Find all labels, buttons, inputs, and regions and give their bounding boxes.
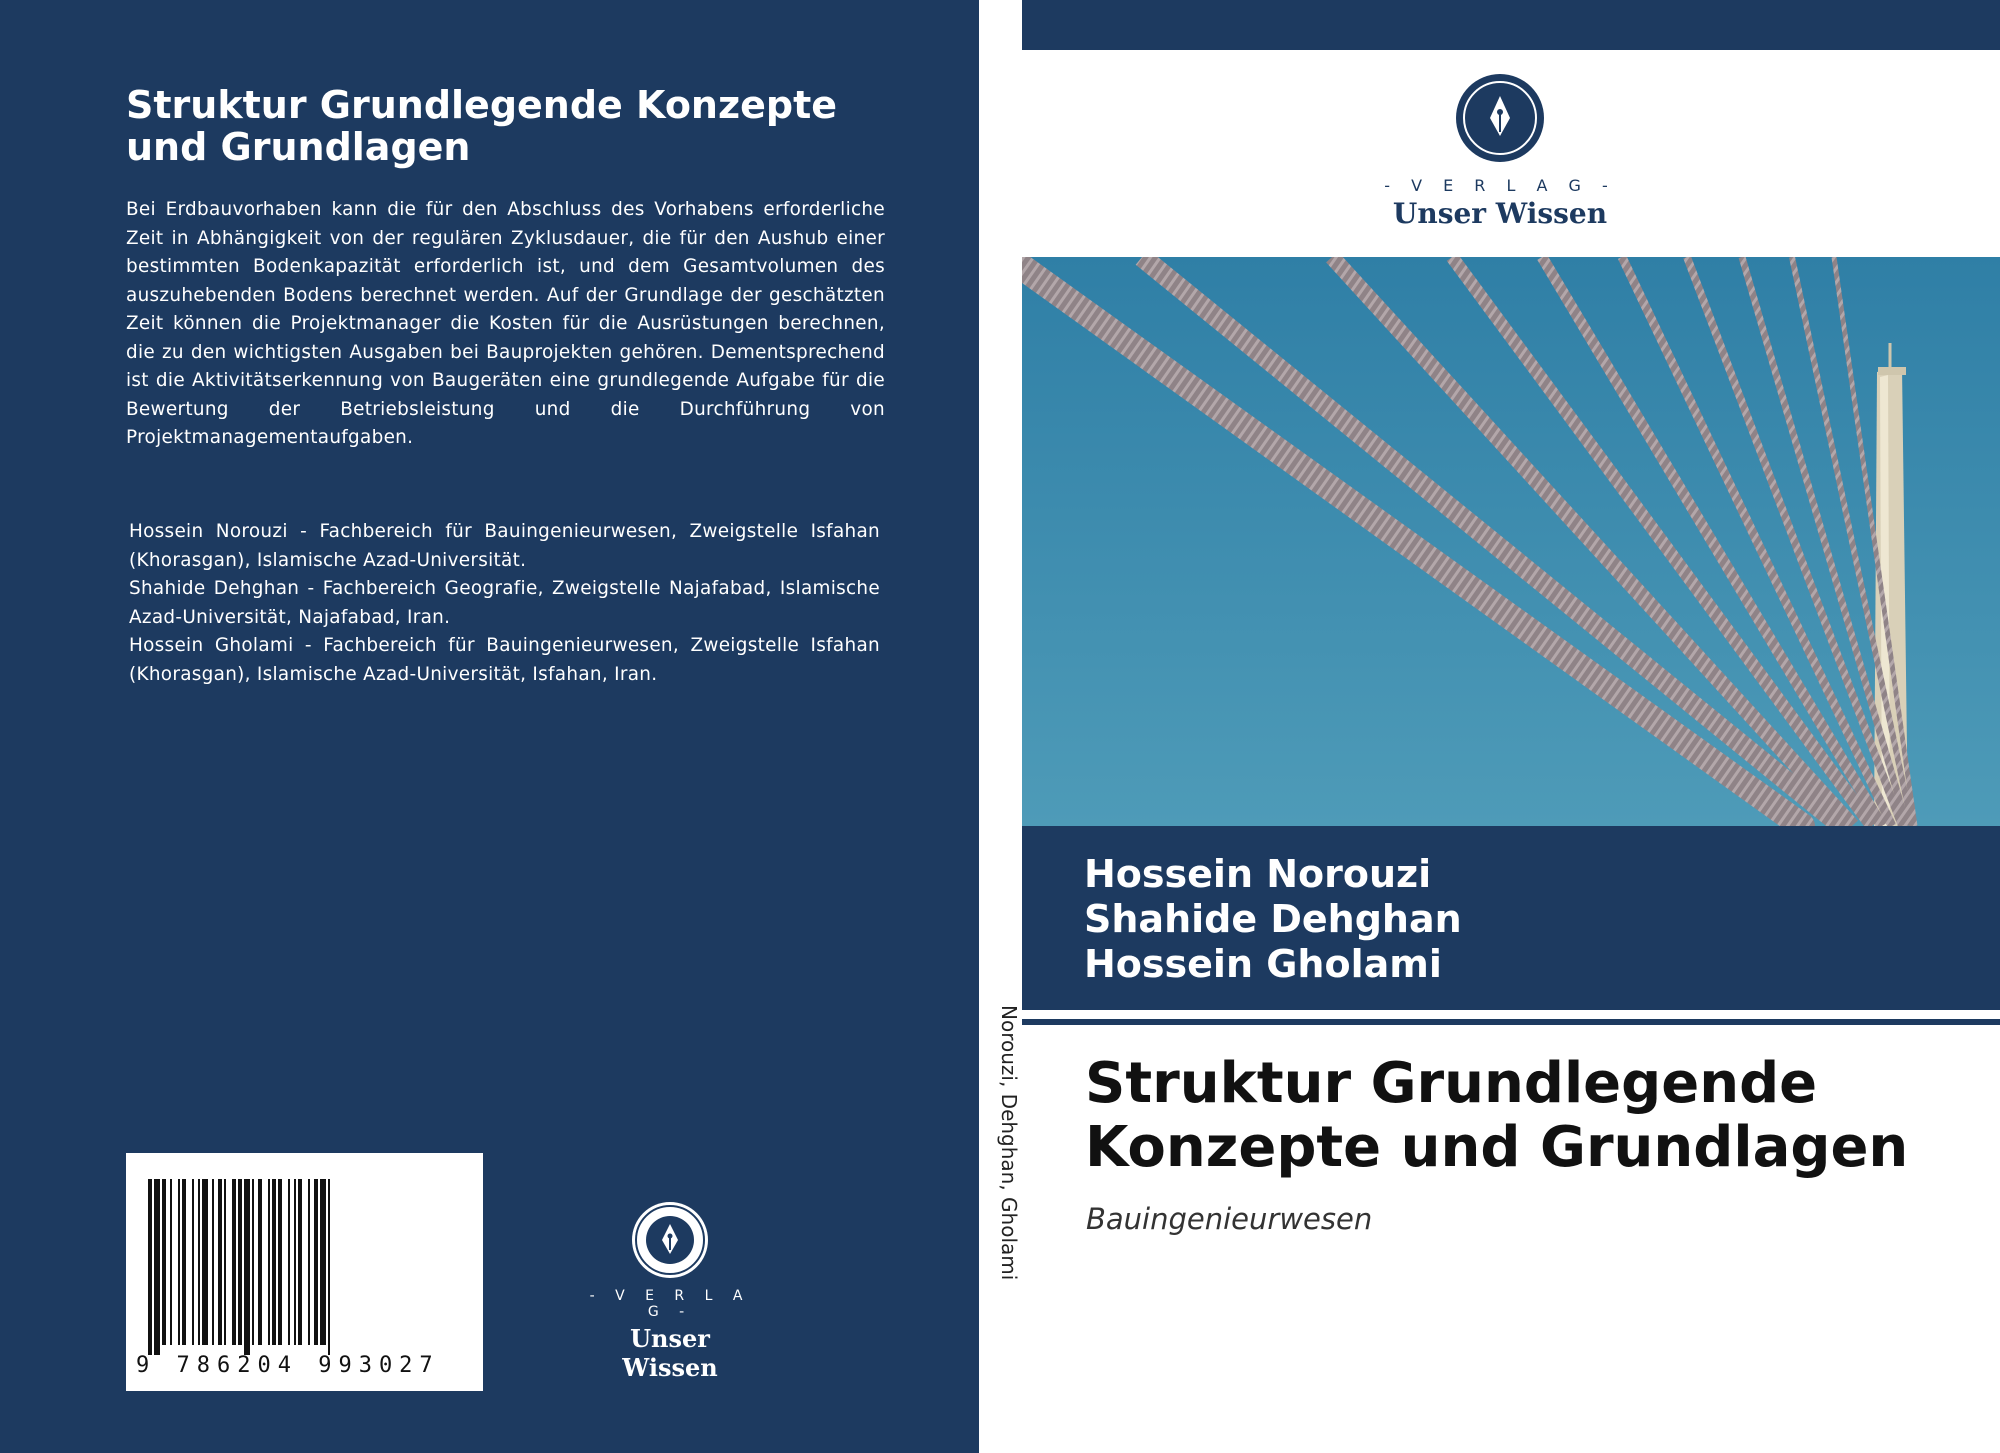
- barcode-bar: [218, 1179, 222, 1345]
- back-cover: [0, 0, 979, 1453]
- book-subtitle: Bauingenieurwesen: [1086, 1202, 1373, 1236]
- barcode-bar: [328, 1179, 330, 1355]
- barcode-bar: [272, 1179, 276, 1345]
- isbn-digits: 9 786204 993027: [136, 1353, 440, 1378]
- barcode-bar: [278, 1179, 282, 1345]
- author-name: Hossein Gholami: [1084, 942, 1442, 986]
- cover-photo-cable-bridge: [1022, 257, 2000, 826]
- barcode-bar: [314, 1179, 318, 1345]
- title-divider: [1022, 1019, 2000, 1025]
- publisher-logo-back: [580, 1200, 760, 1382]
- spine-authors: Norouzi, Dehghan, Gholami: [997, 1005, 1021, 1281]
- barcode-bar: [252, 1179, 254, 1345]
- pen-nib-icon: [1454, 72, 1546, 164]
- verlag-label: - V E R L A G -: [1384, 176, 1616, 195]
- author-bios: [129, 518, 880, 689]
- pen-nib-icon: [630, 1200, 710, 1280]
- author-bio: Hossein Norouzi - Fachbereich für Bauingenieurwesen, Zweigstelle Isfahan (Khorasgan), Islamische Azad-Universität.: [129, 521, 880, 571]
- barcode-bar: [308, 1179, 310, 1345]
- barcode-bar: [224, 1179, 226, 1345]
- back-cover-blurb: Bei Erdbauvorhaben kann die für den Abschluss des Vorhabens erforderliche Zeit in Abhängigkeit von der regulären Zyklusdauer, die für den Aushub einer bestimmten Bodenkapazität erforderlich ist, und dem Gesamtvolumen des auszuhebenden Bodens berechnet werden. Auf der Grundlage der geschätzten Zeit können die Projektmanager die Kosten für die Ausrüstungen berechnen, die zu den wichtigsten Ausgaben bei Bauprojekten gehören. Dementsprechend ist die Aktivitätserkennung von Baugeräten eine grundlegende Aufgabe für die Bewertung der Betriebsleistung und die Durchführung von Projektmanagementaufgaben.: [126, 199, 885, 448]
- barcode-bar: [182, 1179, 186, 1345]
- barcode-bar: [268, 1179, 270, 1345]
- barcode-bar: [178, 1179, 180, 1345]
- barcode-bar: [154, 1179, 160, 1355]
- barcode-bar: [232, 1179, 236, 1345]
- book-title: Struktur Grundlegende Konzepte und Grundlagen: [1085, 1051, 1909, 1180]
- isbn-barcode: [126, 1153, 483, 1391]
- verlag-label: - V E R L A G -: [589, 1288, 751, 1320]
- barcode-bar: [298, 1179, 302, 1345]
- barcode-bar: [288, 1179, 290, 1345]
- back-cover-title: Struktur Grundlegende Konzepte und Grundlagen: [126, 83, 838, 169]
- publisher-logo-front: [1380, 72, 1620, 230]
- author-bio: Shahide Dehghan - Fachbereich Geografie, Zweigstelle Najafabad, Islamische Azad-Universität, Najafabad, Iran.: [129, 578, 880, 628]
- author-bio: Hossein Gholami - Fachbereich für Bauingenieurwesen, Zweigstelle Isfahan (Khorasgan), Islamische Azad-Universität, Isfahan, Iran.: [129, 635, 880, 685]
- barcode-bar: [192, 1179, 194, 1345]
- barcode-bar: [320, 1179, 326, 1345]
- barcode-bar: [258, 1179, 262, 1345]
- barcode-bar: [202, 1179, 208, 1345]
- barcode-bar: [244, 1179, 250, 1355]
- barcode-bar: [162, 1179, 166, 1345]
- barcode-bar: [148, 1179, 152, 1355]
- author-band: [1022, 826, 2000, 1010]
- barcode-bar: [238, 1179, 242, 1345]
- barcode-bar: [294, 1179, 296, 1345]
- bridge-cables-image: [1022, 257, 2000, 826]
- author-name: Shahide Dehghan: [1084, 897, 1462, 941]
- front-top-bar: [1022, 0, 2000, 50]
- author-list: [1084, 852, 1462, 987]
- barcode-bar: [198, 1179, 200, 1345]
- barcode-bar: [212, 1179, 214, 1345]
- barcode-bar: [170, 1179, 172, 1345]
- publisher-name: Unser Wissen: [622, 1324, 718, 1382]
- author-name: Hossein Norouzi: [1084, 852, 1432, 896]
- publisher-name: Unser Wissen: [1392, 197, 1608, 230]
